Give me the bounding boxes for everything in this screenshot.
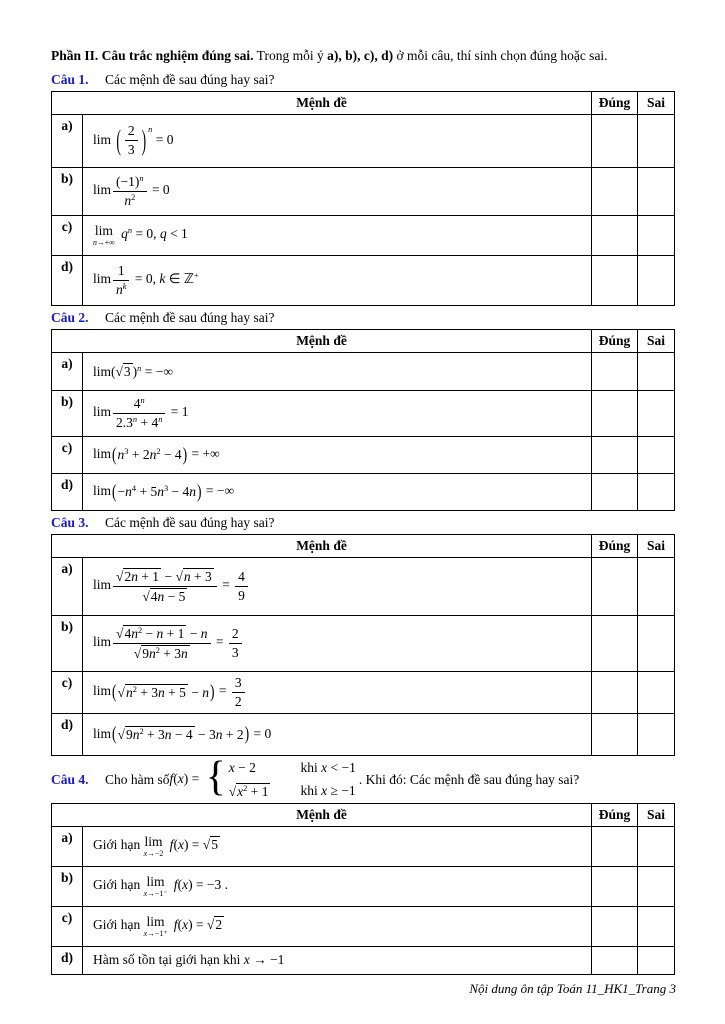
- table-row: [52, 671, 675, 713]
- statement-formula: lim ( $√n^2 + 3n + 5 - n$ ) = $\frac{3}{2}$: [93, 683, 247, 698]
- row-label: c): [52, 671, 83, 713]
- statement-formula: lim ( $n^3 + 2n^2 - 4$ ) = +∞: [93, 443, 220, 465]
- statement-formula: lim n→+∞ $q^n = 0$, q < 1: [93, 222, 188, 247]
- question-1-prompt: Các mệnh đề sau đúng hay sai?: [105, 71, 275, 87]
- answer-cell-sai: [638, 866, 675, 906]
- column-header-sai: Sai: [638, 803, 675, 826]
- question-4-heading: [51, 753, 675, 800]
- table-row: [52, 615, 675, 671]
- statement-cell: [83, 615, 592, 671]
- question-4-table: [51, 803, 675, 975]
- statement-cell: [83, 390, 592, 436]
- column-header-dung: Đúng: [592, 329, 638, 352]
- statement-cell: [83, 473, 592, 510]
- row-label: c): [52, 906, 83, 946]
- row-label: b): [52, 866, 83, 906]
- row-label: b): [52, 390, 83, 436]
- answer-cell-sai: [638, 215, 675, 255]
- statement-cell: [83, 671, 592, 713]
- statement-formula: lim $\frac{√2n + 1 - √n + 3}{√4n - 5}$ = $\frac{4}{9}$: [93, 577, 250, 592]
- statement-cell: [83, 436, 592, 473]
- statement-cell: [83, 114, 592, 167]
- column-header-menh-de: Mệnh đề: [52, 534, 592, 557]
- statement-cell: [83, 352, 592, 390]
- intro-text-2: ở mỗi câu, thí sinh chọn đúng hoặc sai.: [393, 47, 608, 63]
- answer-cell-sai: [638, 167, 675, 215]
- statement-formula: lim $\frac{√4n^2 - n + 1 - n}{√9n^2 + 3n}$ = $\frac{2}{3}$: [93, 634, 244, 649]
- statement-formula: Hàm số tồn tại giới hạn khi x → −1: [93, 952, 285, 968]
- intro-text-1: Trong mỗi ý: [253, 47, 328, 63]
- table-header-row: [52, 803, 675, 826]
- table-header-row: [52, 329, 675, 352]
- question-3-table: [51, 534, 675, 756]
- answer-cell-sai: [638, 946, 675, 974]
- answer-cell-dung: [592, 946, 638, 974]
- answer-cell-dung: [592, 615, 638, 671]
- question-4-function-definition: f(x) = { x − 2 khi x < −1 $√x^2 + 1$ khi x ≥ −1: [169, 753, 356, 800]
- row-label: c): [52, 436, 83, 473]
- table-row: [52, 946, 675, 974]
- answer-cell-sai: [638, 473, 675, 510]
- table-row: [52, 114, 675, 167]
- column-header-sai: Sai: [638, 329, 675, 352]
- table-header-row: [52, 91, 675, 114]
- column-header-dung: Đúng: [592, 91, 638, 114]
- question-2-table: [51, 329, 675, 511]
- row-label: d): [52, 473, 83, 510]
- statement-formula: lim ( $√9n^2 + 3n - 4 - 3n + 2$ ) = 0: [93, 723, 272, 745]
- question-4-prompt-suffix: . Khi đó: Các mệnh đề sau đúng hay sai?: [358, 771, 580, 787]
- answer-cell-dung: [592, 215, 638, 255]
- section-intro: [51, 47, 675, 65]
- answer-cell-dung: [592, 255, 638, 305]
- answer-cell-dung: [592, 671, 638, 713]
- answer-cell-sai: [638, 114, 675, 167]
- answer-cell-dung: [592, 473, 638, 510]
- column-header-dung: Đúng: [592, 534, 638, 557]
- statement-cell: [83, 906, 592, 946]
- question-3-number: Câu 3.: [51, 514, 89, 530]
- statement-formula: lim ( $-n^4 + 5n^3 - 4n$ ) = −∞: [93, 480, 235, 502]
- row-label: d): [52, 713, 83, 755]
- row-label: d): [52, 255, 83, 305]
- question-1-number: Câu 1.: [51, 71, 89, 87]
- section-title: Phần II. Câu trắc nghiệm đúng sai.: [51, 47, 254, 63]
- column-header-dung: Đúng: [592, 803, 638, 826]
- statement-formula: Giới hạn lim x→−1⁺ f(x) = √2: [93, 913, 223, 938]
- answer-cell-dung: [592, 906, 638, 946]
- answer-cell-sai: [638, 436, 675, 473]
- statement-cell: [83, 557, 592, 615]
- statement-cell: [83, 713, 592, 755]
- row-label: a): [52, 352, 83, 390]
- table-header-row: [52, 534, 675, 557]
- answer-cell-dung: [592, 713, 638, 755]
- answer-cell-sai: [638, 557, 675, 615]
- answer-cell-dung: [592, 826, 638, 866]
- column-header-sai: Sai: [638, 534, 675, 557]
- table-row: [52, 390, 675, 436]
- statement-cell: [83, 215, 592, 255]
- statement-formula: lim $\frac{(-1)^n}{n^2}$ = 0: [93, 173, 170, 208]
- row-label: d): [52, 946, 83, 974]
- table-row: [52, 255, 675, 305]
- statement-cell: [83, 946, 592, 974]
- statement-formula: lim ( $\frac{2}{3}$ ) $^n$ = 0: [93, 123, 174, 158]
- question-1-heading: [51, 72, 675, 88]
- table-row: [52, 826, 675, 866]
- table-row: [52, 557, 675, 615]
- answer-cell-dung: [592, 352, 638, 390]
- statement-formula: lim $\frac{1}{n^k}$ = 0, k ∈ ℤ+: [93, 262, 199, 297]
- statement-formula: lim $\frac{4^n}{2.3^n + 4^n}$ = 1: [93, 395, 189, 430]
- table-row: [52, 167, 675, 215]
- question-4-number: Câu 4.: [51, 771, 89, 787]
- answer-cell-sai: [638, 906, 675, 946]
- question-1-table: [51, 91, 675, 306]
- table-row: [52, 906, 675, 946]
- statement-cell: [83, 255, 592, 305]
- answer-cell-dung: [592, 390, 638, 436]
- table-row: [52, 866, 675, 906]
- question-3-prompt: Các mệnh đề sau đúng hay sai?: [105, 514, 275, 530]
- answer-cell-dung: [592, 436, 638, 473]
- row-label: a): [52, 557, 83, 615]
- row-label: c): [52, 215, 83, 255]
- statement-formula: Giới hạn lim x→−2 f(x) = √5: [93, 833, 218, 858]
- answer-cell-dung: [592, 167, 638, 215]
- table-row: [52, 352, 675, 390]
- table-row: [52, 436, 675, 473]
- answer-cell-dung: [592, 114, 638, 167]
- table-row: [52, 215, 675, 255]
- row-label: a): [52, 826, 83, 866]
- statement-formula: lim(√3 )$^n$ = −∞: [93, 363, 173, 379]
- answer-cell-sai: [638, 255, 675, 305]
- column-header-menh-de: Mệnh đề: [52, 803, 592, 826]
- intro-options: a), b), c), d): [327, 47, 394, 63]
- answer-cell-sai: [638, 671, 675, 713]
- column-header-menh-de: Mệnh đề: [52, 91, 592, 114]
- answer-cell-sai: [638, 615, 675, 671]
- answer-cell-sai: [638, 826, 675, 866]
- table-row: [52, 713, 675, 755]
- question-4-prompt-prefix: Cho hàm số: [105, 771, 170, 787]
- answer-cell-sai: [638, 390, 675, 436]
- answer-cell-sai: [638, 352, 675, 390]
- page-footer: Nội dung ôn tập Toán 11_HK1_Trang 3: [469, 981, 676, 996]
- answer-cell-sai: [638, 713, 675, 755]
- answer-cell-dung: [592, 866, 638, 906]
- question-3-heading: [51, 515, 675, 531]
- question-2-number: Câu 2.: [51, 309, 89, 325]
- statement-cell: [83, 826, 592, 866]
- statement-cell: [83, 167, 592, 215]
- row-label: b): [52, 615, 83, 671]
- question-2-prompt: Các mệnh đề sau đúng hay sai?: [105, 309, 275, 325]
- table-row: [52, 473, 675, 510]
- row-label: b): [52, 167, 83, 215]
- row-label: a): [52, 114, 83, 167]
- statement-cell: [83, 866, 592, 906]
- column-header-menh-de: Mệnh đề: [52, 329, 592, 352]
- question-2-heading: [51, 310, 675, 326]
- column-header-sai: Sai: [638, 91, 675, 114]
- answer-cell-dung: [592, 557, 638, 615]
- statement-formula: Giới hạn lim x→−1⁻ f(x) = −3 .: [93, 873, 229, 898]
